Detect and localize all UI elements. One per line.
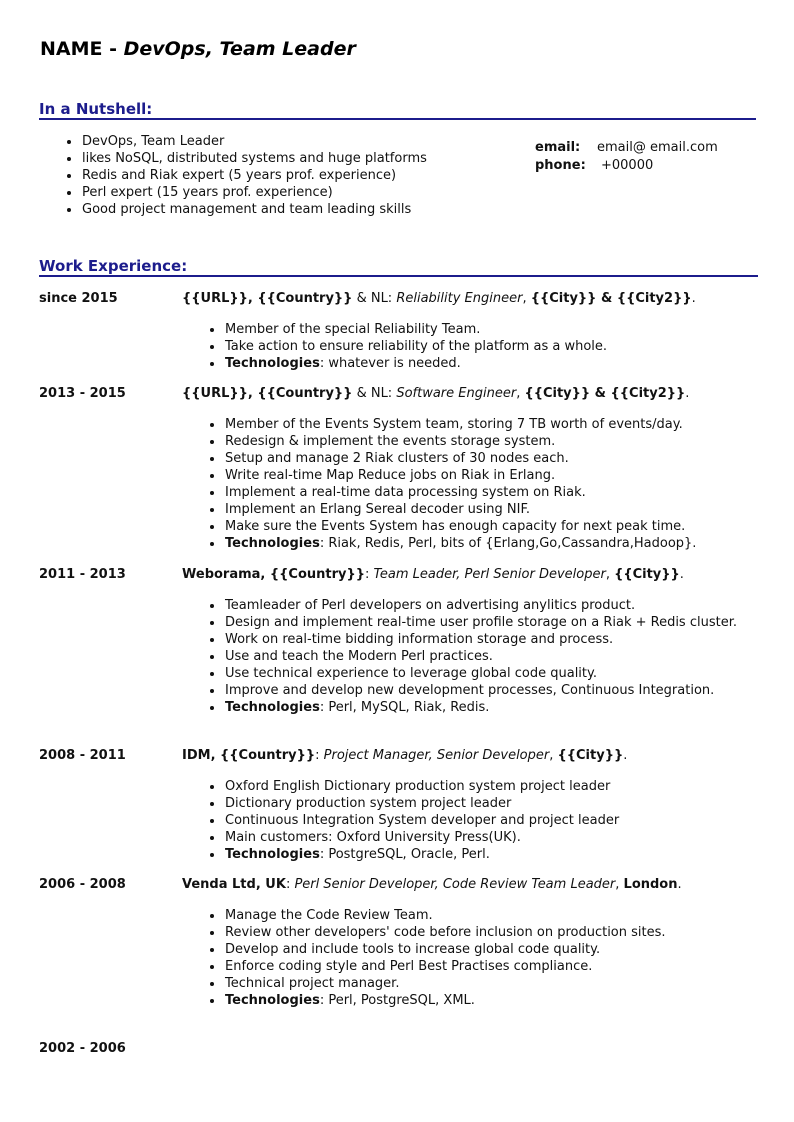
list-item: Technical project manager. <box>207 975 762 992</box>
job-role: Team Leader, Perl Senior Developer <box>373 567 606 582</box>
list-item: Redis and Riak expert (5 years prof. experience) <box>64 167 524 184</box>
job-location: {{City}} & {{City2}} <box>524 386 686 401</box>
page-title <box>40 38 356 60</box>
contact-info <box>535 139 718 175</box>
list-item: Redesign & implement the events storage system. <box>207 433 762 450</box>
technologies-label: Technologies <box>225 536 320 551</box>
candidate-role: DevOps, Team Leader <box>123 38 356 60</box>
job-role: Project Manager, Senior Developer <box>323 748 550 763</box>
list-item <box>207 699 762 716</box>
job-duties <box>207 778 762 863</box>
list-item <box>207 355 762 372</box>
nutshell-list <box>64 133 524 218</box>
nutshell-heading: In a Nutshell: <box>39 100 756 120</box>
job-role: Perl Senior Developer, Code Review Team Leader <box>294 877 616 892</box>
job-org: Venda Ltd, UK <box>182 877 286 892</box>
list-item: Improve and develop new development processes, Continuous Integration. <box>207 682 762 699</box>
job-heading <box>182 876 682 893</box>
list-item: Teamleader of Perl developers on advertising anylitics product. <box>207 597 762 614</box>
email-value[interactable]: email@ email.com <box>597 140 718 155</box>
technologies-value: : Perl, MySQL, Riak, Redis. <box>319 700 490 715</box>
job-sep: . <box>677 877 682 892</box>
list-item: Use technical experience to leverage global code quality. <box>207 665 762 682</box>
list-item: Manage the Code Review Team. <box>207 907 762 924</box>
job-role: Software Engineer <box>396 386 517 401</box>
experience-heading: Work Experience: <box>39 257 758 277</box>
job-period: 2006 - 2008 <box>39 877 126 892</box>
job-period: 2002 - 2006 <box>39 1041 126 1056</box>
technologies-value: : PostgreSQL, Oracle, Perl. <box>319 847 490 862</box>
phone-row <box>535 157 718 175</box>
technologies-label: Technologies <box>225 993 320 1008</box>
list-item: DevOps, Team Leader <box>64 133 524 150</box>
list-item: Good project management and team leading skills <box>64 201 524 218</box>
job-sep: . <box>679 567 684 582</box>
job-sep: , <box>615 877 624 892</box>
list-item: Dictionary production system project leader <box>207 795 762 812</box>
job-heading <box>182 385 689 402</box>
technologies-value: : Perl, PostgreSQL, XML. <box>319 993 475 1008</box>
job-duties <box>207 597 762 716</box>
job-sep: . <box>685 386 690 401</box>
job-sep: , <box>549 748 558 763</box>
job-location: {{City}} <box>557 748 624 763</box>
job-sep: , <box>516 386 525 401</box>
technologies-label: Technologies <box>225 847 320 862</box>
job-org: Weborama, {{Country}} <box>182 567 365 582</box>
list-item: Enforce coding style and Perl Best Practises compliance. <box>207 958 762 975</box>
job-heading <box>182 290 696 307</box>
job-sep: , <box>605 567 615 582</box>
job-role: Reliability Engineer <box>396 291 523 306</box>
list-item <box>207 992 762 1009</box>
email-row <box>535 139 718 157</box>
job-sep: . <box>691 291 696 306</box>
job-duties <box>207 907 762 1009</box>
technologies-label: Technologies <box>225 356 320 371</box>
list-item: Design and implement real-time user profile storage on a Riak + Redis cluster. <box>207 614 762 631</box>
job-sep: : <box>285 877 295 892</box>
list-item: Work on real-time bidding information storage and process. <box>207 631 762 648</box>
technologies-label: Technologies <box>225 700 320 715</box>
list-item: Make sure the Events System has enough capacity for next peak time. <box>207 518 762 535</box>
list-item: Write real-time Map Reduce jobs on Riak in Erlang. <box>207 467 762 484</box>
list-item: Perl expert (15 years prof. experience) <box>64 184 524 201</box>
job-location: {{City}} <box>614 567 680 582</box>
list-item: Member of the special Reliability Team. <box>207 321 762 338</box>
list-item: Take action to ensure reliability of the platform as a whole. <box>207 338 762 355</box>
job-period: 2008 - 2011 <box>39 748 126 763</box>
list-item <box>207 846 762 863</box>
job-period: 2011 - 2013 <box>39 567 126 582</box>
technologies-value: : whatever is needed. <box>319 356 461 371</box>
list-item: Main customers: Oxford University Press(UK). <box>207 829 762 846</box>
job-sep: : <box>315 748 324 763</box>
job-sep: . <box>623 748 628 763</box>
list-item: Develop and include tools to increase global code quality. <box>207 941 762 958</box>
list-item: Review other developers' code before inclusion on production sites. <box>207 924 762 941</box>
list-item: Oxford English Dictionary production system project leader <box>207 778 762 795</box>
job-sep: & NL: <box>352 291 397 306</box>
job-sep: & NL: <box>352 386 397 401</box>
list-item: Use and teach the Modern Perl practices. <box>207 648 762 665</box>
list-item: Continuous Integration System developer and project leader <box>207 812 762 829</box>
job-org: {{URL}}, {{Country}} <box>182 386 353 401</box>
job-sep: : <box>365 567 374 582</box>
job-period: since 2015 <box>39 291 118 306</box>
list-item: likes NoSQL, distributed systems and huge platforms <box>64 150 524 167</box>
candidate-name: NAME - <box>40 38 124 60</box>
job-duties <box>207 416 762 552</box>
job-sep: , <box>522 291 531 306</box>
job-period: 2013 - 2015 <box>39 386 126 401</box>
job-heading <box>182 566 684 583</box>
list-item: Implement a real-time data processing system on Riak. <box>207 484 762 501</box>
job-location: {{City}} & {{City2}} <box>530 291 692 306</box>
job-duties <box>207 321 762 372</box>
phone-value: +00000 <box>601 158 654 173</box>
job-location: London <box>623 877 678 892</box>
list-item: Member of the Events System team, storing 7 TB worth of events/day. <box>207 416 762 433</box>
technologies-value: : Riak, Redis, Perl, bits of {Erlang,Go,Cassandra,Hadoop}. <box>319 536 697 551</box>
phone-label: phone: <box>535 158 586 173</box>
job-heading <box>182 747 627 764</box>
job-org: {{URL}}, {{Country}} <box>182 291 353 306</box>
list-item: Implement an Erlang Sereal decoder using NIF. <box>207 501 762 518</box>
list-item <box>207 535 762 552</box>
job-org: IDM, {{Country}} <box>182 748 316 763</box>
email-label: email: <box>535 140 581 155</box>
list-item: Setup and manage 2 Riak clusters of 30 nodes each. <box>207 450 762 467</box>
